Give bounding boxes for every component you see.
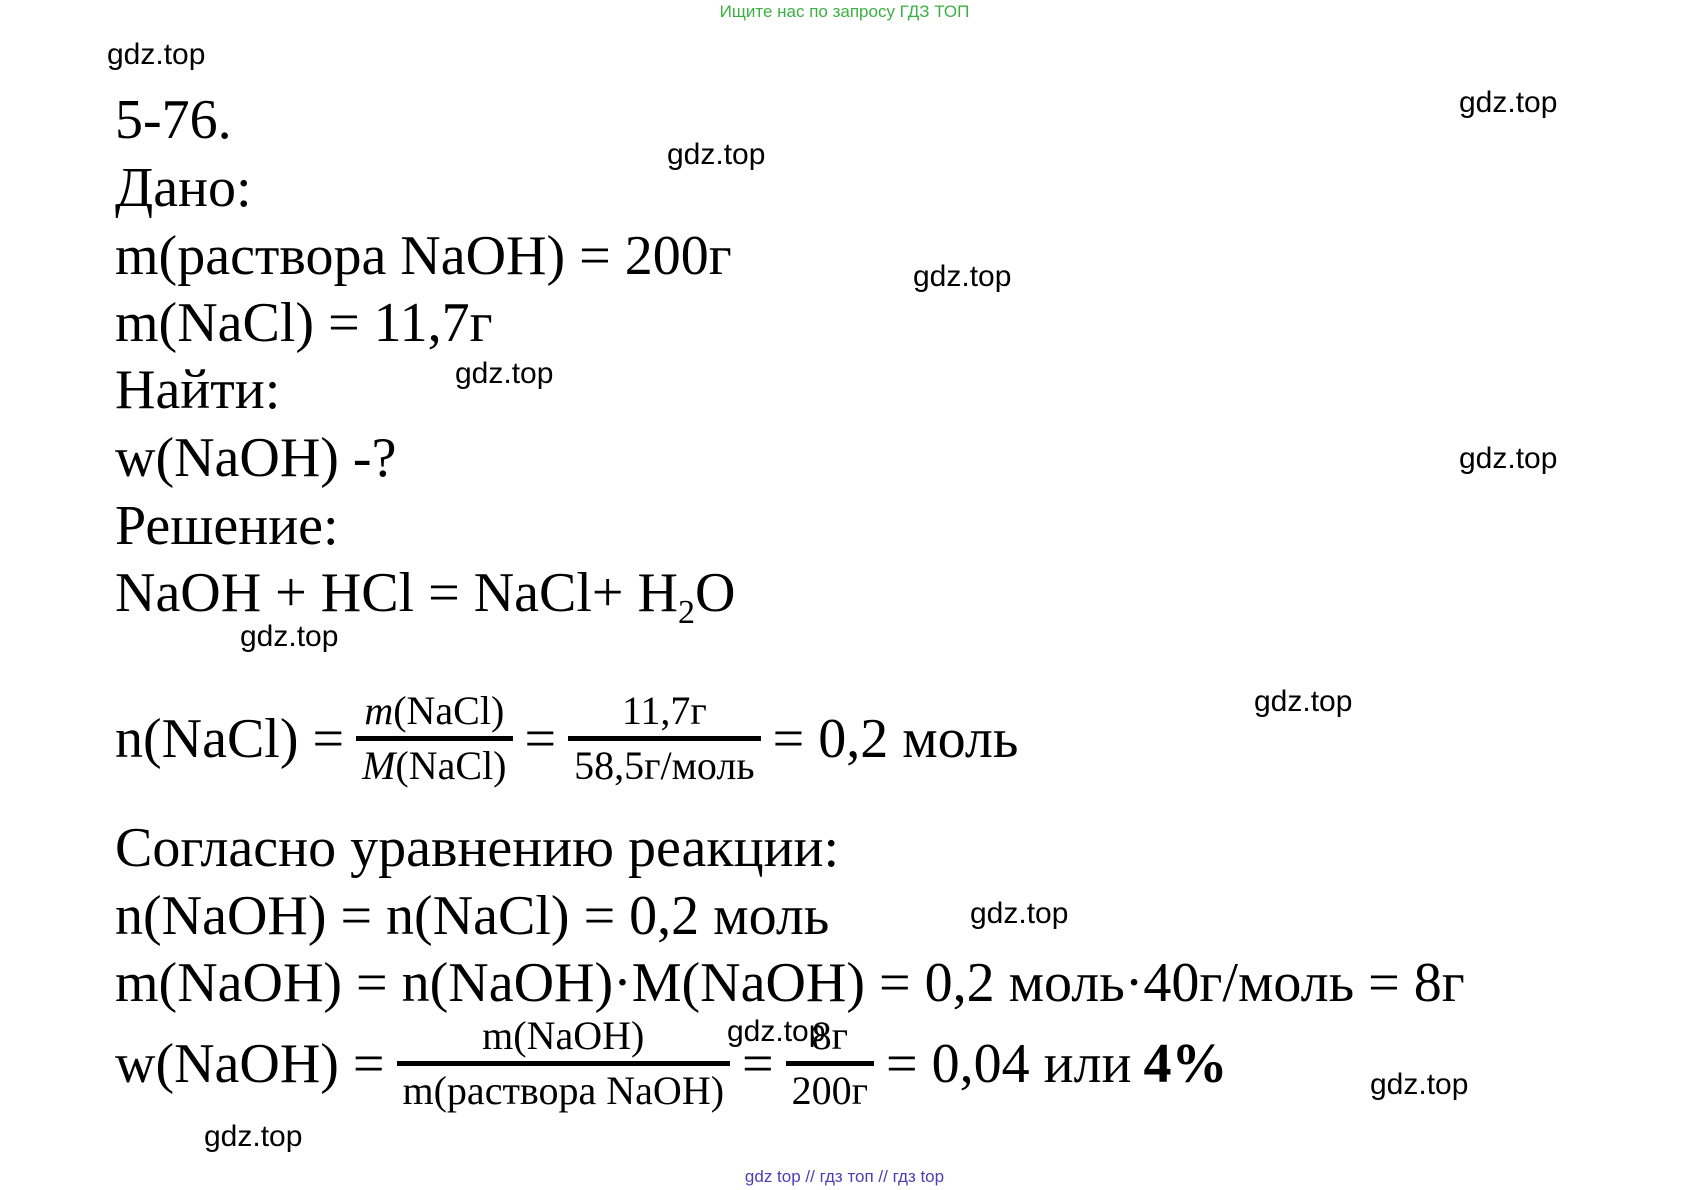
watermark: gdz.top [1254, 685, 1353, 718]
watermark: gdz.top [913, 260, 1012, 293]
mass-fraction-result: = 0,04 или [886, 1032, 1132, 1095]
moles-nacl-lhs: n(NaCl) = [115, 707, 345, 770]
fraction-bar [568, 736, 761, 741]
moles-nacl-result: = 0,2 моль [772, 707, 1019, 770]
mass-fraction-formula [115, 1015, 1228, 1112]
given-salt-mass: m(NaCl) = 11,7г [115, 292, 493, 354]
equals-sign: = [524, 707, 557, 770]
fraction-numerator: m(NaOH) [482, 1013, 645, 1058]
numeric-fraction [568, 690, 761, 787]
watermark: gdz.top [667, 138, 766, 171]
fraction-bar [786, 1061, 874, 1066]
molar-fraction [356, 690, 512, 787]
reaction-part1: NaOH + HCl = NaCl+ H [115, 562, 678, 624]
watermark: gdz.top [970, 897, 1069, 930]
fraction-denominator: 200г [791, 1068, 869, 1113]
given-label: Дано: [115, 157, 252, 219]
mass-symbol: m [364, 688, 394, 733]
watermark: gdz.top [1459, 86, 1558, 119]
given-solution-mass: m(раствора NaOH) = 200г [115, 225, 732, 287]
reaction-subscript: 2 [677, 594, 695, 632]
fraction-bar [356, 736, 512, 741]
watermark: gdz.top [1459, 442, 1558, 475]
molar-mass-arg: (NaCl) [395, 743, 507, 788]
solution-label: Решение: [115, 495, 339, 557]
mass-fraction-lhs: w(NaOH) = [115, 1032, 385, 1095]
reaction-part2: O [694, 562, 736, 624]
watermark: gdz.top [204, 1120, 303, 1153]
fraction-denominator: 58,5г/моль [574, 743, 755, 788]
watermark: gdz.top [1370, 1068, 1469, 1101]
find-label: Найти: [115, 359, 281, 421]
molar-mass-symbol: M [362, 743, 396, 788]
reaction-equation [115, 562, 736, 632]
according-to-reaction: Согласно уравнению реакции: [115, 817, 840, 879]
find-mass-fraction: w(NaOH) -? [115, 427, 397, 489]
problem-number: 5-76. [115, 89, 232, 151]
mass-arg: (NaCl) [393, 688, 505, 733]
mass-fraction [397, 1015, 731, 1112]
bottom-banner: gdz top // гдз топ // гдз top [744, 1167, 945, 1186]
watermark: gdz.top [107, 38, 206, 71]
fraction-numerator: 8г [811, 1013, 849, 1058]
mass-fraction-percent: 4% [1143, 1032, 1228, 1095]
moles-naoh: n(NaOH) = n(NaCl) = 0,2 моль [115, 885, 830, 947]
watermark: gdz.top [727, 1015, 826, 1048]
fraction-bar [397, 1061, 731, 1066]
top-banner: Ищите нас по запросу ГДЗ ТОП [719, 2, 970, 21]
watermark: gdz.top [455, 357, 554, 390]
watermark: gdz.top [240, 620, 339, 653]
fraction-denominator: m(раствора NaOH) [402, 1068, 725, 1113]
numeric-fraction [786, 1015, 874, 1112]
equals-sign: = [742, 1032, 774, 1095]
fraction-numerator: 11,7г [621, 688, 707, 733]
moles-nacl-formula [115, 690, 1030, 787]
mass-naoh: m(NaOH) = n(NaOH)·M(NaOH) = 0,2 моль·40г/моль = 8г [115, 952, 1465, 1014]
